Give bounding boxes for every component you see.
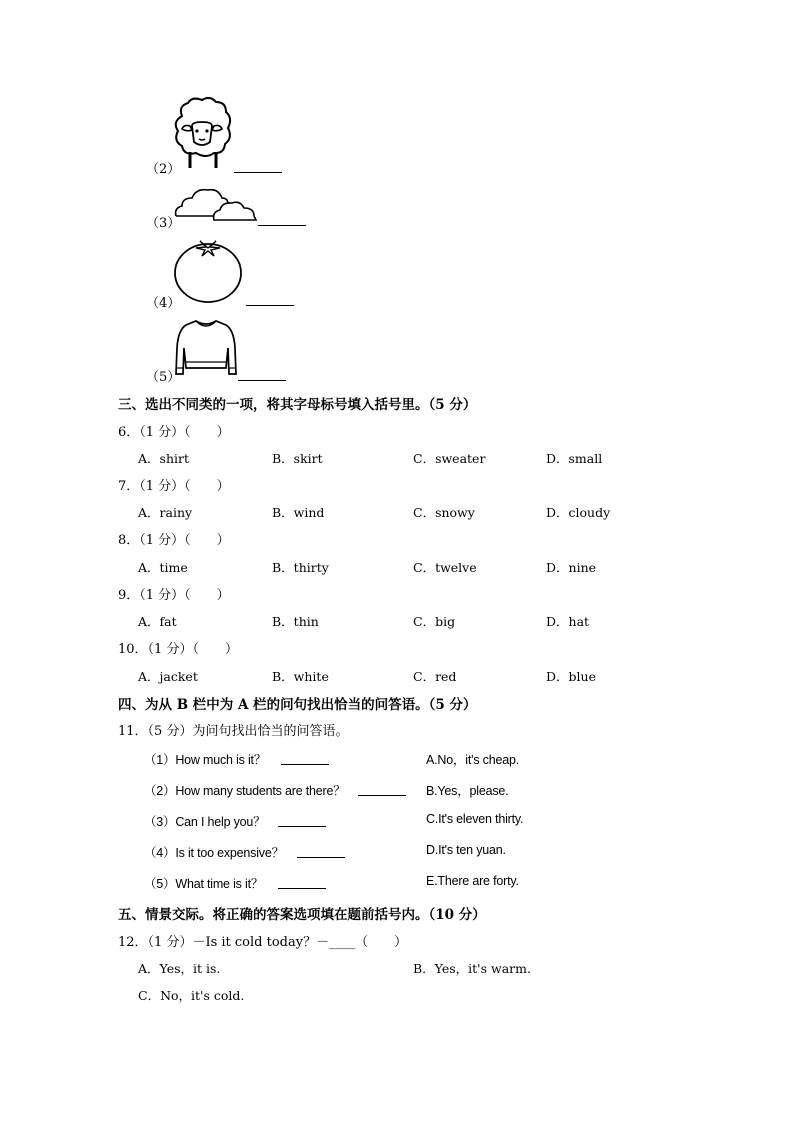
- question-12-stem: 12．（1 分）－Is it cold today？－____（ ）: [118, 935, 408, 950]
- match-blank-2[interactable]: [358, 795, 406, 796]
- q8-option-b: B．thirty: [272, 560, 329, 575]
- match-question-3: （3）Can I help you？: [144, 815, 266, 829]
- q6-option-d: D．small: [546, 451, 603, 466]
- question-11-stem: 11．（5 分）为问句找出恰当的问答语。: [118, 724, 349, 739]
- match-blank-4[interactable]: [297, 857, 345, 858]
- q8-option-d: D．nine: [546, 560, 597, 575]
- answer-blank-3[interactable]: [258, 225, 306, 226]
- match-answer-a: A.No，it's cheap.: [426, 753, 519, 767]
- q10-option-c: C．red: [413, 669, 457, 684]
- question-7-stem: 7．（1 分）（ ）: [118, 479, 230, 494]
- sheep-icon: [172, 96, 234, 170]
- answer-blank-4[interactable]: [246, 305, 294, 306]
- cloud-icon: [174, 186, 258, 222]
- q7-option-b: B．wind: [272, 505, 325, 520]
- q8-option-a: A．time: [138, 560, 188, 575]
- match-question-2: （2）How many students are there？: [144, 784, 346, 798]
- picture-number-3: （3）: [146, 216, 181, 231]
- q12-option-b: B．Yes，it's warm.: [413, 961, 531, 976]
- match-question-4: （4）Is it too expensive？: [144, 846, 284, 860]
- question-9-stem: 9．（1 分）（ ）: [118, 588, 230, 603]
- q12-option-c: C．No，it's cold.: [138, 988, 245, 1003]
- match-answer-e: E.There are forty.: [426, 874, 519, 888]
- q6-option-a: A．shirt: [138, 451, 189, 466]
- match-question-1: （1）How much is it？: [144, 753, 267, 767]
- q10-option-a: A．jacket: [138, 669, 198, 684]
- match-answer-c: C.It's eleven thirty.: [426, 812, 524, 826]
- picture-number-4: （4）: [146, 296, 181, 311]
- q6-option-c: C．sweater: [413, 451, 486, 466]
- q7-option-a: A．rainy: [138, 505, 193, 520]
- q6-option-b: B．skirt: [272, 451, 323, 466]
- q7-option-c: C．snowy: [413, 505, 475, 520]
- picture-number-5: （5）: [146, 370, 181, 385]
- question-6-stem: 6．（1 分）（ ）: [118, 425, 230, 440]
- match-blank-5[interactable]: [278, 888, 326, 889]
- question-8-stem: 8．（1 分）（ ）: [118, 533, 230, 548]
- section-3-title: 三、选出不同类的一项，将其字母标号填入括号里。（5 分）: [118, 397, 477, 413]
- sweater-icon: [174, 318, 238, 378]
- q12-option-a: A．Yes，it is.: [138, 961, 221, 976]
- question-10-stem: 10．（1 分）（ ）: [118, 642, 238, 657]
- answer-blank-2[interactable]: [234, 172, 282, 173]
- q9-option-d: D．hat: [546, 614, 590, 629]
- section-4-title: 四、为从 B 栏中为 A 栏的问句找出恰当的问答语。（5 分）: [118, 697, 477, 713]
- q9-option-b: B．thin: [272, 614, 319, 629]
- q9-option-a: A．fat: [138, 614, 177, 629]
- match-blank-1[interactable]: [281, 764, 329, 765]
- tomato-icon: [172, 238, 244, 304]
- match-answer-d: D.It's ten yuan.: [426, 843, 506, 857]
- answer-blank-5[interactable]: [238, 380, 286, 381]
- q10-option-b: B．white: [272, 669, 329, 684]
- match-answer-b: B.Yes，please.: [426, 784, 509, 798]
- match-blank-3[interactable]: [278, 826, 326, 827]
- q10-option-d: D．blue: [546, 669, 596, 684]
- match-question-5: （5）What time is it？: [144, 877, 264, 891]
- q9-option-c: C．big: [413, 614, 456, 629]
- q8-option-c: C．twelve: [413, 560, 477, 575]
- picture-number-2: （2）: [146, 162, 181, 177]
- section-5-title: 五、情景交际。将正确的答案选项填在题前括号内。（10 分）: [118, 907, 486, 923]
- q7-option-d: D．cloudy: [546, 505, 611, 520]
